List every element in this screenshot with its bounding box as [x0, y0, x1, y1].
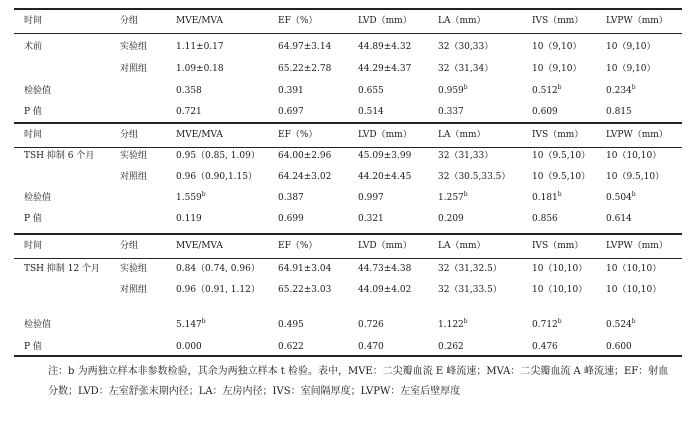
- table-cell: 32（31,34）: [438, 64, 494, 74]
- test-value-text: 0.234: [606, 86, 632, 96]
- table-cell: 32（31,32.5）: [438, 264, 502, 274]
- test-value: [358, 86, 384, 97]
- column-header: LVD（mm）: [358, 241, 412, 251]
- p-label: P 值: [24, 107, 42, 117]
- test-value: [358, 193, 384, 204]
- p-value: 0.609: [532, 107, 558, 117]
- nonparametric-marker: b: [557, 318, 562, 325]
- table-cell: 64.97±3.14: [278, 42, 332, 52]
- test-value: [532, 320, 562, 331]
- table-cell: 1.09±0.18: [176, 64, 224, 74]
- p-value: 0.600: [606, 342, 632, 352]
- column-header: 时间: [24, 241, 43, 251]
- test-value: [176, 86, 202, 97]
- table-cell: 0.96（0.91, 1.12）: [176, 285, 260, 295]
- column-header: MVE/MVA: [176, 130, 223, 140]
- test-value: [606, 86, 636, 97]
- column-header: EF（%）: [278, 130, 318, 140]
- table-cell: 32（30,33）: [438, 42, 494, 52]
- column-header: EF（%）: [278, 16, 318, 26]
- group-label: 实验组: [120, 42, 148, 52]
- test-value-text: 0.997: [358, 193, 384, 203]
- table-cell: 0.84（0.74, 0.96）: [176, 264, 260, 274]
- table-cell: 10（10,10）: [606, 151, 662, 161]
- test-value-text: 1.559: [176, 193, 202, 203]
- column-header: MVE/MVA: [176, 241, 223, 251]
- table-cell: 10（10,10）: [532, 285, 588, 295]
- p-label: P 值: [24, 342, 42, 352]
- table-cell: 10（9,10）: [532, 42, 582, 52]
- test-value-text: 0.524: [606, 320, 632, 330]
- test-value-text: 5.147: [176, 320, 202, 330]
- table-cell: 10（9,10）: [532, 64, 582, 74]
- nonparametric-marker: b: [463, 84, 468, 91]
- group-label: 实验组: [120, 264, 148, 274]
- column-header: EF（%）: [278, 241, 318, 251]
- test-value-text: 1.257: [438, 193, 464, 203]
- test-value: [278, 193, 304, 204]
- p-value: 0.209: [438, 214, 464, 224]
- p-value: 0.337: [438, 107, 464, 117]
- table-cell: 44.09±4.02: [358, 285, 412, 295]
- test-value-text: 0.358: [176, 86, 202, 96]
- test-label: 检验值: [24, 193, 52, 203]
- header-bottom-rule: [14, 147, 682, 148]
- test-value: [606, 193, 636, 204]
- table-cell: 44.20±4.45: [358, 172, 412, 182]
- test-label: 检验值: [24, 320, 52, 330]
- p-value: 0.614: [606, 214, 632, 224]
- p-value: 0.119: [176, 214, 202, 224]
- test-value-text: 1.122: [438, 320, 464, 330]
- nonparametric-marker: b: [631, 318, 636, 325]
- test-value-text: 0.387: [278, 193, 304, 203]
- p-value: 0.721: [176, 107, 202, 117]
- test-value: [358, 320, 384, 331]
- p-value: 0.815: [606, 107, 632, 117]
- column-header: LA（mm）: [438, 16, 486, 26]
- test-value: [438, 193, 468, 204]
- table-bottom-rule: [14, 355, 682, 357]
- test-value: [606, 320, 636, 331]
- test-value: [278, 320, 304, 331]
- p-value: 0.476: [532, 342, 558, 352]
- time-label: TSH 抑制 12 个月: [24, 264, 101, 274]
- p-value: 0.321: [358, 214, 384, 224]
- column-header: LVPW（mm）: [606, 241, 668, 251]
- nonparametric-marker: b: [631, 191, 636, 198]
- test-value-text: 0.512: [532, 86, 558, 96]
- time-label: 术前: [24, 42, 43, 52]
- p-value: 0.622: [278, 342, 304, 352]
- column-header: IVS（mm）: [532, 130, 584, 140]
- table-cell: 10（9.5,10）: [532, 172, 591, 182]
- nonparametric-marker: b: [201, 191, 206, 198]
- p-value: 0.262: [438, 342, 464, 352]
- section-top-rule: [14, 8, 682, 10]
- group-label: 对照组: [120, 64, 148, 74]
- table-cell: 32（30.5,33.5）: [438, 172, 511, 182]
- column-header: LA（mm）: [438, 130, 486, 140]
- test-value-text: 0.655: [358, 86, 384, 96]
- test-value-text: 0.181: [532, 193, 558, 203]
- table-cell: 10（10,10）: [606, 264, 662, 274]
- p-value: 0.470: [358, 342, 384, 352]
- column-header: LVD（mm）: [358, 16, 412, 26]
- table-cell: 44.89±4.32: [358, 42, 412, 52]
- test-value: [278, 86, 304, 97]
- table-cell: 32（31,33.5）: [438, 285, 502, 295]
- column-header: 分组: [120, 130, 139, 140]
- test-value-text: 0.726: [358, 320, 384, 330]
- table-cell: 64.24±3.02: [278, 172, 332, 182]
- table-cell: 0.96（0.90,1.15）: [176, 172, 257, 182]
- column-header: LVPW（mm）: [606, 16, 668, 26]
- p-value: 0.697: [278, 107, 304, 117]
- group-label: 对照组: [120, 172, 148, 182]
- table-cell: 10（9.5,10）: [532, 151, 591, 161]
- column-header: 分组: [120, 16, 139, 26]
- table-cell: 65.22±2.78: [278, 64, 332, 74]
- test-value: [438, 320, 468, 331]
- p-value: 0.514: [358, 107, 384, 117]
- section-top-rule: [14, 233, 682, 235]
- p-label: P 值: [24, 214, 42, 224]
- table-cell: 65.22±3.03: [278, 285, 332, 295]
- p-value: 0.699: [278, 214, 304, 224]
- table-cell: 10（10,10）: [606, 285, 662, 295]
- table-cell: 10（10,10）: [532, 264, 588, 274]
- column-header: 分组: [120, 241, 139, 251]
- column-header: IVS（mm）: [532, 16, 584, 26]
- table-cell: 10（9.5,10）: [606, 172, 665, 182]
- nonparametric-marker: b: [463, 318, 468, 325]
- column-header: 时间: [24, 130, 43, 140]
- p-value: 0.000: [176, 342, 202, 352]
- test-value-text: 0.712: [532, 320, 558, 330]
- table-footnote: 注：b 为两独立样本非参数检验，其余为两独立样本 t 检验。表中，MVE：二尖瓣血流 E 峰流速；MVA：二尖瓣血流 A 峰流速；EF：射血分数；LVD：左室舒张末期内径；LA：左房内径；IVS：室间隔厚度；LVPW：左室后壁厚度: [48, 366, 669, 397]
- table-cell: 0.95（0.85, 1.09）: [176, 151, 260, 161]
- column-header: MVE/MVA: [176, 16, 223, 26]
- nonparametric-marker: b: [557, 191, 562, 198]
- test-value: [532, 86, 562, 97]
- test-value: [176, 320, 206, 331]
- test-label: 检验值: [24, 86, 52, 96]
- column-header: LVD（mm）: [358, 130, 412, 140]
- nonparametric-marker: b: [631, 84, 636, 91]
- time-label: TSH 抑制 6 个月: [24, 151, 95, 161]
- table-cell: 10（9,10）: [606, 42, 656, 52]
- test-value: [438, 86, 468, 97]
- section-top-rule: [14, 122, 682, 124]
- nonparametric-marker: b: [463, 191, 468, 198]
- table-cell: 45.09±3.99: [358, 151, 412, 161]
- nonparametric-marker: b: [201, 318, 206, 325]
- column-header: IVS（mm）: [532, 241, 584, 251]
- test-value-text: 0.959: [438, 86, 464, 96]
- test-value-text: 0.391: [278, 86, 304, 96]
- table-cell: 32（31,33）: [438, 151, 494, 161]
- p-value: 0.856: [532, 214, 558, 224]
- column-header: 时间: [24, 16, 43, 26]
- header-bottom-rule: [14, 33, 682, 34]
- column-header: LA（mm）: [438, 241, 486, 251]
- test-value: [532, 193, 562, 204]
- column-header: LVPW（mm）: [606, 130, 668, 140]
- group-label: 实验组: [120, 151, 148, 161]
- table-cell: 44.73±4.38: [358, 264, 412, 274]
- header-bottom-rule: [14, 258, 682, 259]
- test-value-text: 0.495: [278, 320, 304, 330]
- table-cell: 64.00±2.96: [278, 151, 332, 161]
- test-value: [176, 193, 206, 204]
- table-cell: 1.11±0.17: [176, 42, 224, 52]
- table-cell: 10（9,10）: [606, 64, 656, 74]
- group-label: 对照组: [120, 285, 148, 295]
- test-value-text: 0.504: [606, 193, 632, 203]
- table-cell: 64.91±3.04: [278, 264, 332, 274]
- table-cell: 44.29±4.37: [358, 64, 412, 74]
- nonparametric-marker: b: [557, 84, 562, 91]
